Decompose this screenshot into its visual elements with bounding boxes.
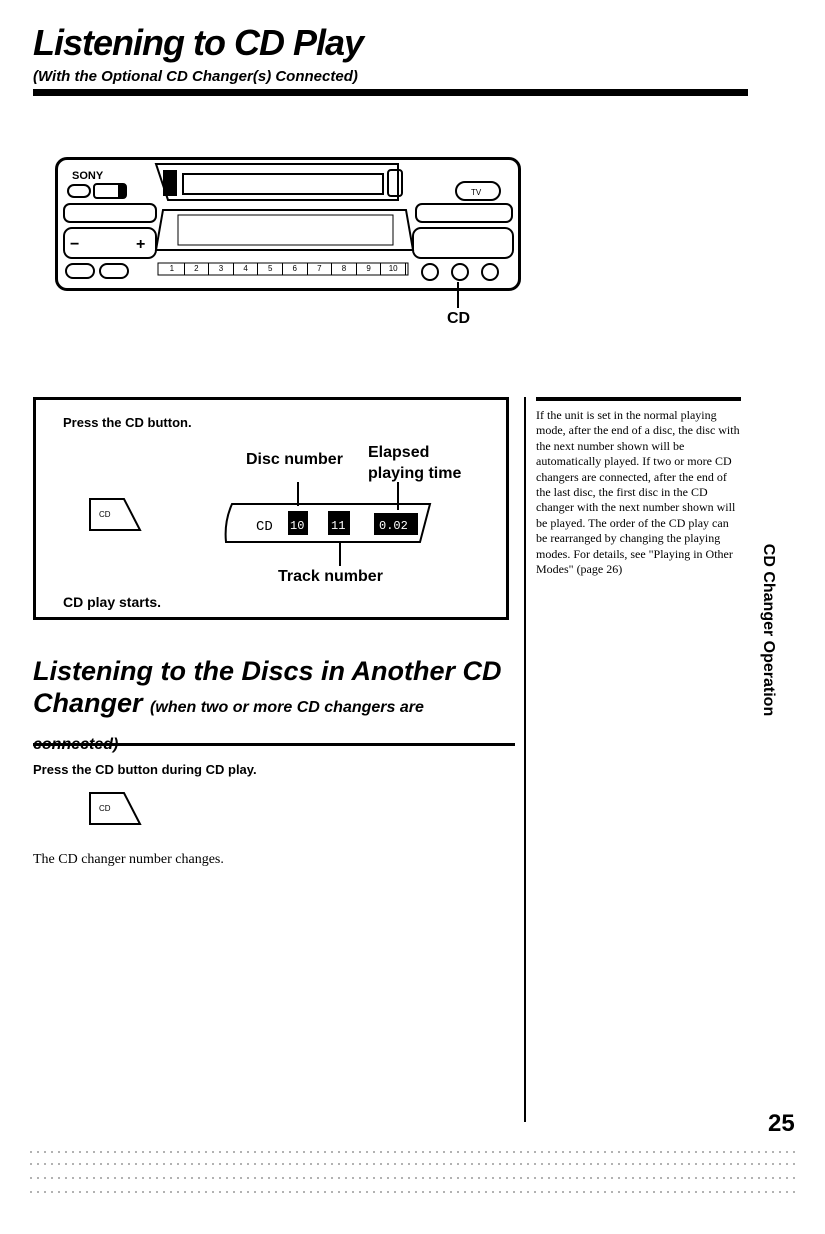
- lcd-display: [156, 210, 413, 250]
- source-buttons: [413, 228, 513, 258]
- section-tab: CD Changer Operation: [760, 543, 777, 717]
- title-rule: [33, 89, 748, 96]
- disc-slot-1: 1: [160, 263, 185, 275]
- cd-callout-line: [457, 282, 459, 308]
- display-mode: CD: [256, 519, 273, 535]
- disc-slot-10: 10: [381, 263, 406, 275]
- scan-noise: [30, 1144, 795, 1206]
- disc-slot-3: 3: [209, 263, 234, 275]
- label-track-number: Track number: [278, 568, 383, 585]
- label-elapsed: Elapsed playing time: [368, 444, 462, 482]
- cd-button-icon: [452, 264, 468, 280]
- disc-slot-8: 8: [332, 263, 357, 275]
- display-track: 11: [331, 519, 346, 533]
- svg-text:CD: CD: [99, 804, 111, 813]
- display-time: 0.02: [379, 519, 408, 533]
- eject-button-icon: [388, 170, 402, 196]
- disc-slot-9: 9: [357, 263, 382, 275]
- disc-slot-6: 6: [283, 263, 308, 275]
- seek-buttons-right: [416, 204, 512, 222]
- cd-button-icon: [88, 496, 142, 534]
- src-button-icon: [422, 264, 438, 280]
- page-title: Listening to CD Play: [33, 22, 364, 63]
- tuner-button-icon: [482, 264, 498, 280]
- step-result: CD play starts.: [63, 594, 162, 610]
- cd-display-panel: [222, 470, 442, 570]
- svg-text:+: +: [136, 236, 146, 253]
- small-button-icon: [68, 185, 90, 197]
- unit-front-panel: [55, 157, 521, 291]
- svg-text:TV: TV: [471, 188, 482, 197]
- display-disc: 10: [290, 519, 305, 533]
- sidebar-note: If the unit is set in the normal playing mode, after the end of a disc, the disc with the next number shown will be automatically played. If two or more CD changers are connected, after the end of the last disc, the first disc in the CD changer with the next number shown will be played. The order of the CD play can be rearranged by changing the playing modes. For details, see "Playing in Other Modes" (page 26): [536, 408, 740, 577]
- section-result: The CD changer number changes.: [33, 852, 224, 867]
- seek-buttons-left: [64, 204, 156, 222]
- step-instruction: Press the CD button.: [63, 415, 192, 430]
- disc-slot-2: 2: [185, 263, 210, 275]
- brand-logo: SONY: [72, 170, 104, 182]
- disc-slot-5: 5: [258, 263, 283, 275]
- svg-text:CD: CD: [99, 510, 111, 519]
- eject-icon: [163, 170, 177, 196]
- page-number: 25: [768, 1110, 795, 1137]
- cd-button-icon: [88, 790, 142, 828]
- cd-callout-label: CD: [447, 310, 471, 327]
- section-title: Listening to the Discs in Another CD Changer (when two or more CD changers are: [33, 655, 513, 761]
- column-divider: [524, 397, 526, 1122]
- section-note: (when two or more CD changers are: [150, 699, 424, 716]
- section-instruction: Press the CD button during CD play.: [33, 762, 257, 777]
- tape-slot: [183, 174, 383, 194]
- svg-text:−: −: [70, 236, 80, 253]
- page-subtitle: (With the Optional CD Changer(s) Connected): [33, 68, 358, 85]
- section-rule: [33, 743, 515, 746]
- disc-slot-7: 7: [308, 263, 333, 275]
- label-disc-number: Disc number: [246, 451, 343, 468]
- disc-slot-4: 4: [234, 263, 259, 275]
- sidebar-rule: [536, 397, 741, 401]
- disc-slot-labels: [160, 263, 406, 275]
